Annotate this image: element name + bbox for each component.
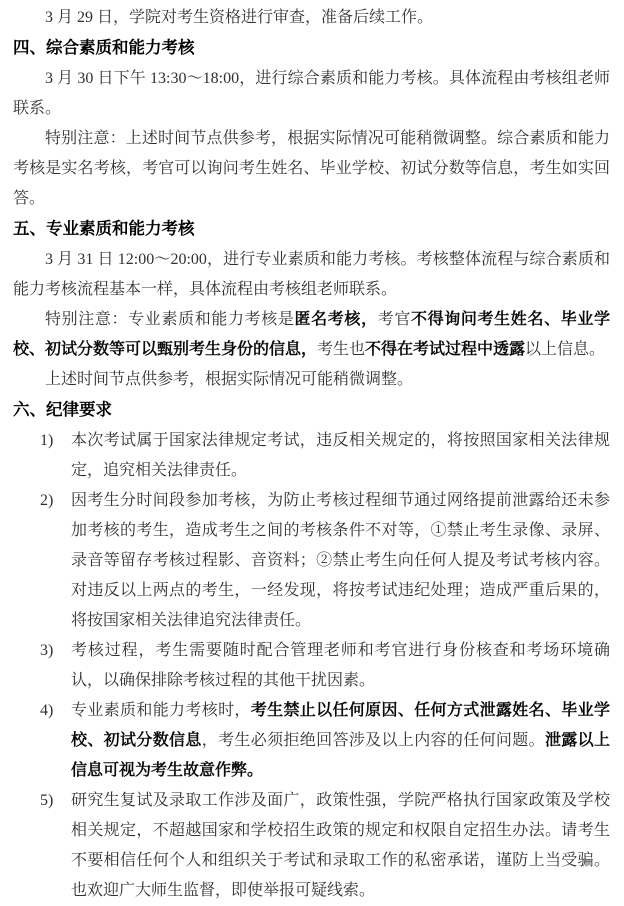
text-run-bold: 不得在考试过程中透露 [365, 341, 526, 358]
text-run: 考生也 [317, 341, 366, 358]
list-item-5 [40, 786, 610, 906]
section-heading-comprehensive-assessment: 四、综合素质和能力考核 [13, 39, 195, 57]
text-run: 特别注意：上述时间节点供参考，根据实际情况可能稍微调整。综合素质和能力考核是实名考核，考官可以询问考生姓名、毕业学校、初试分数等信息，考生如实回答。 [13, 130, 610, 207]
text-run: 本次考试属于国家法律规定考试，违反相关规定的，将按照国家相关法律规定，追究相关法律责任。 [71, 432, 610, 479]
paragraph-time-reference [13, 365, 610, 395]
list-item-3 [40, 636, 610, 696]
paragraph-schedule-mar31 [13, 245, 610, 305]
list-item-number: 2) [40, 492, 54, 509]
text-run: 考核过程，考生需要随时配合管理老师和考官进行身份核查和考场环境确认，以确保排除考核过程的其他干扰因素。 [71, 642, 610, 689]
list-item-text [71, 636, 610, 696]
text-run: ，考生必须拒绝回答涉及以上内容的任何问题。 [201, 732, 545, 749]
discipline-list [13, 426, 610, 906]
paragraph-intro [13, 3, 610, 33]
list-item-number: 4) [40, 702, 54, 719]
paragraph-schedule-mar30 [13, 64, 610, 124]
text-run: 以上信息。 [525, 341, 606, 358]
text-run: 3 月 29 日，学院对考生资格进行审查，准备后续工作。 [45, 9, 434, 26]
text-run-bold: 考生禁止以任何原因、任何方式泄露姓名、毕业学校、初试分数信息 [71, 702, 610, 749]
text-run-bold: 不得询问考生姓名、毕业学校、初试分数等可以甄别考生身份的信息， [13, 311, 610, 358]
list-item-text [71, 426, 610, 486]
paragraph-special-note-realname [13, 124, 610, 214]
list-item-4 [40, 696, 610, 786]
list-item-number: 3) [40, 642, 54, 659]
text-run: 因考生分时间段参加考核，为防止考核过程细节通过网络提前泄露给还未参加考核的考生，造成考生之间的考核条件不对等，①禁止考生录像、录屏、录音等留存考核过程影、音资料；②禁止考生向任何人提及考试考核内容。对违反以上两点的考生，一经发现，将按考试违纪处理；造成严重后果的，将按国家相关法律追究法律责任。 [71, 492, 610, 629]
list-item-number: 1) [40, 432, 54, 449]
list-item-2 [40, 486, 610, 636]
list-item-text [71, 696, 610, 786]
text-run: 上述时间节点供参考，根据实际情况可能稍微调整。 [45, 371, 414, 388]
paragraph-special-note-anonymous [13, 305, 610, 365]
text-run: 研究生复试及录取工作涉及面广，政策性强，学院严格执行国家政策及学校相关规定，不超越国家和学校招生政策的规定和权限自定招生办法。请考生不要相信任何个人和组织关于考试和录取工作的私密承诺，谨防上当受骗。也欢迎广大师生监督，即使举报可疑线索。 [71, 792, 610, 899]
text-run: 考官 [377, 311, 411, 328]
text-run: 专业素质和能力考核时， [71, 702, 251, 719]
list-item-number: 5) [40, 792, 54, 809]
section-heading-discipline-requirements: 六、纪律要求 [13, 401, 112, 419]
text-run: 3 月 31 日 12:00～20:00，进行专业素质和能力考核。考核整体流程与综合素质和能力考核流程基本一样，具体流程由考核组老师联系。 [13, 251, 610, 298]
text-run: 特别注意：专业素质和能力考核是 [45, 311, 295, 328]
list-item-1 [40, 426, 610, 486]
text-run: 3 月 30 日下午 13:30～18:00，进行综合素质和能力考核。具体流程由考核组老师联系。 [13, 70, 610, 117]
section-heading-professional-assessment: 五、专业素质和能力考核 [13, 220, 195, 238]
text-run-bold: 泄露以上信息可视为考生故意作弊。 [71, 732, 610, 779]
text-run-bold: 匿名考核， [294, 311, 378, 328]
list-item-text [71, 786, 610, 906]
list-item-text [71, 486, 610, 636]
